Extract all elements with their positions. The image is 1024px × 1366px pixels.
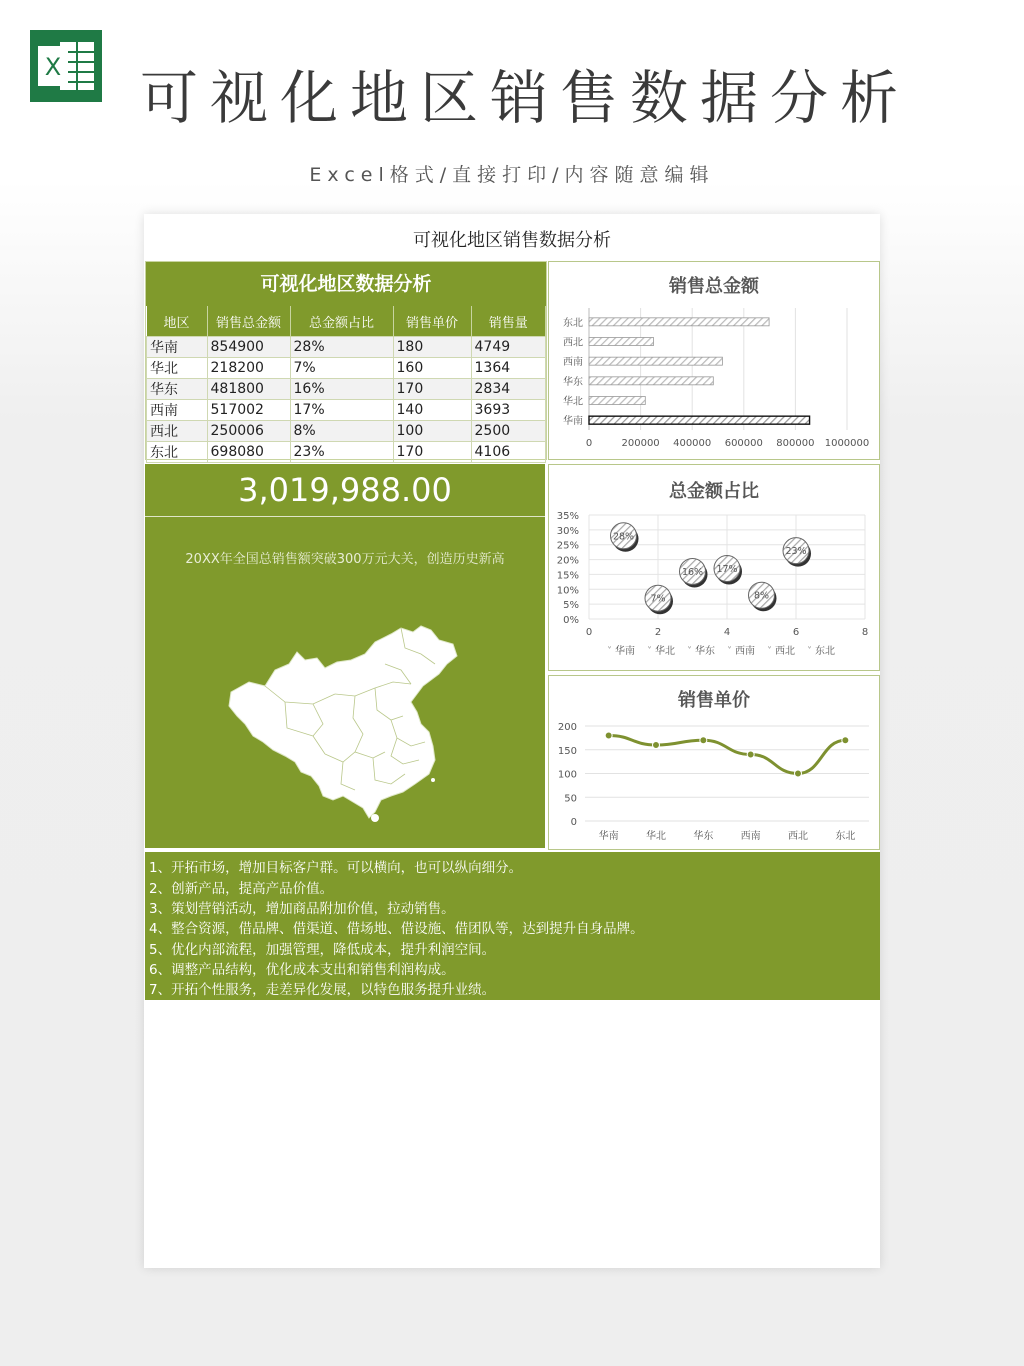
table-cell[interactable]: 东北: [147, 442, 208, 463]
table-cell[interactable]: 3693: [471, 400, 546, 421]
page-subtitle: Excel格式/直接打印/内容随意编辑: [309, 164, 715, 186]
legend-marker: ˅: [607, 646, 612, 657]
column-header: 销售单价: [393, 306, 471, 337]
x-tick-label: 西北: [788, 831, 808, 842]
table-cell[interactable]: 180: [393, 337, 471, 358]
line-point: [795, 770, 802, 777]
table-cell[interactable]: 250006: [207, 421, 290, 442]
series-line: [609, 736, 846, 774]
legend-marker: ˅: [647, 646, 652, 657]
legend-marker: ˅: [687, 646, 692, 657]
total-sales-note: 20XX年全国总销售额突破300万元大关，创造历史新高: [185, 552, 505, 567]
table-row: [147, 337, 546, 358]
chart-title: 销售单价: [678, 690, 750, 711]
sales-amount-chart: [548, 261, 880, 460]
tip-item: 6、调整产品结构，优化成本支出和销售利润构成。: [149, 962, 455, 978]
table-row: [147, 358, 546, 379]
table-row: [147, 442, 546, 463]
x-tick-label: 1000000: [824, 438, 870, 449]
table-cell[interactable]: 8%: [290, 421, 393, 442]
y-tick-label: 200: [557, 722, 577, 733]
y-tick-label: 150: [557, 745, 577, 757]
y-tick-label: 30%: [556, 525, 579, 537]
table-cell[interactable]: 100: [393, 421, 471, 442]
bar: [589, 377, 713, 385]
worksheet: [144, 214, 880, 1268]
line-point: [700, 737, 707, 744]
data-label: 17%: [716, 563, 738, 575]
y-tick-label: 西南: [563, 357, 583, 369]
legend-label: 东北: [815, 646, 835, 657]
sheet-title: 可视化地区销售数据分析: [413, 230, 611, 251]
data-label: 28%: [612, 531, 635, 543]
x-tick-label: 6: [792, 627, 800, 638]
x-tick-label: 400000: [673, 438, 712, 449]
legend-label: 西北: [775, 646, 795, 657]
x-tick-label: 200000: [621, 438, 660, 449]
divider: [145, 516, 545, 517]
line-point: [747, 751, 754, 758]
table-cell[interactable]: 西南: [147, 400, 208, 421]
legend-label: 华东: [695, 646, 715, 657]
tip-item: 5、优化内部流程，加强管理，降低成本，提升利润空间。: [149, 942, 496, 958]
y-tick-label: 25%: [556, 540, 579, 552]
y-tick-label: 东北: [563, 317, 583, 329]
x-tick-label: 华南: [598, 831, 619, 842]
x-tick-label: 8: [861, 627, 869, 638]
y-tick-label: 100: [557, 769, 577, 781]
page-title: 可视化地区销售数据分析: [140, 64, 911, 132]
table-cell[interactable]: 华南: [147, 337, 208, 358]
table-cell[interactable]: 170: [393, 379, 471, 400]
table-cell[interactable]: 17%: [290, 400, 393, 421]
table-cell[interactable]: 28%: [290, 337, 393, 358]
bar: [589, 416, 810, 424]
x-tick-label: 华北: [646, 831, 666, 842]
table-cell[interactable]: 517002: [207, 400, 290, 421]
y-tick-label: 西北: [563, 337, 583, 349]
data-label: 16%: [681, 566, 704, 578]
line-point: [842, 737, 849, 744]
tip-item: 2、创新产品，提高产品价值。: [149, 881, 334, 897]
legend-label: 西南: [735, 646, 755, 657]
bar: [589, 338, 654, 346]
tip-item: 4、整合资源，借品牌、借渠道、借场地、借设施、借团队等，达到提升自身品牌。: [149, 921, 644, 937]
bar: [589, 357, 722, 365]
line-point: [605, 732, 612, 739]
tip-item: 3、策划营销活动，增加商品附加价值，拉动销售。: [149, 901, 455, 917]
total-sales-value: 3,019,988.00: [238, 471, 452, 509]
x-tick-label: 西南: [740, 831, 761, 842]
table-cell[interactable]: 华东: [147, 379, 208, 400]
data-table: [146, 306, 546, 463]
y-tick-label: 5%: [563, 600, 579, 612]
table-cell[interactable]: 2500: [471, 421, 546, 442]
legend-marker: ˅: [727, 646, 732, 657]
excel-logo-letter: X: [44, 53, 62, 81]
table-title: 可视化地区数据分析: [146, 262, 546, 306]
y-tick-label: 0: [570, 817, 577, 828]
y-tick-label: 10%: [556, 585, 579, 597]
y-tick-label: 50: [564, 793, 577, 805]
table-header-row: [147, 306, 546, 337]
table-cell[interactable]: 西北: [147, 421, 208, 442]
table-cell[interactable]: 140: [393, 400, 471, 421]
tip-item: 7、开拓个性服务，走差异化发展，以特色服务提升业绩。: [149, 982, 496, 998]
table-cell[interactable]: 218200: [207, 358, 290, 379]
x-tick-label: 600000: [724, 438, 763, 449]
table-cell[interactable]: 698080: [207, 442, 290, 463]
y-tick-label: 0%: [563, 615, 579, 626]
line-point: [653, 742, 660, 749]
table-cell[interactable]: 170: [393, 442, 471, 463]
column-header: 销售量: [471, 306, 546, 337]
chart-title: 销售总金额: [669, 276, 759, 297]
data-label: 8%: [753, 590, 770, 602]
bar-chart-svg: [549, 262, 879, 459]
table-row: [147, 379, 546, 400]
bar: [589, 318, 769, 326]
data-table-panel: [145, 261, 547, 460]
y-tick-label: 15%: [556, 570, 579, 582]
china-map-image: [225, 624, 465, 824]
total-sales-panel: [145, 464, 545, 848]
legend-marker: ˅: [807, 646, 812, 657]
legend-label: 华南: [615, 646, 635, 657]
x-tick-label: 4: [723, 627, 731, 638]
table-row: [147, 421, 546, 442]
column-header: 总金额占比: [290, 306, 393, 337]
excel-icon: [30, 30, 102, 102]
table-cell[interactable]: 1364: [471, 358, 546, 379]
table-cell[interactable]: 华北: [147, 358, 208, 379]
table-cell[interactable]: 16%: [290, 379, 393, 400]
bar: [589, 397, 645, 405]
table-cell[interactable]: 160: [393, 358, 471, 379]
tips-panel: [145, 852, 880, 1000]
x-tick-label: 东北: [835, 831, 856, 842]
table-cell[interactable]: 854900: [207, 337, 290, 358]
legend-label: 华北: [655, 646, 675, 657]
legend-marker: ˅: [767, 646, 772, 657]
data-label: 23%: [785, 546, 807, 558]
data-label: 7%: [650, 593, 666, 605]
tip-item: 1、开拓市场，增加目标客户群。可以横向，也可以纵向细分。: [149, 860, 523, 876]
column-header: 销售总金额: [207, 306, 290, 337]
x-tick-label: 2: [654, 627, 662, 638]
unit-price-chart: [548, 675, 880, 850]
chart-title: 总金额占比: [669, 481, 759, 502]
y-tick-label: 华南: [563, 416, 583, 428]
y-tick-label: 35%: [556, 511, 579, 522]
y-tick-label: 华北: [563, 396, 583, 408]
scatter-chart-svg: [549, 465, 879, 670]
y-tick-label: 20%: [556, 555, 579, 567]
x-tick-label: 800000: [776, 438, 815, 449]
x-tick-label: 0: [585, 627, 593, 638]
table-cell[interactable]: 2834: [471, 379, 546, 400]
table-cell[interactable]: 4106: [471, 442, 546, 463]
x-tick-label: 华东: [693, 831, 714, 842]
line-chart-svg: [549, 676, 879, 849]
amount-share-chart: [548, 464, 880, 671]
table-cell[interactable]: 4749: [471, 337, 546, 358]
table-cell[interactable]: 481800: [207, 379, 290, 400]
table-cell[interactable]: 7%: [290, 358, 393, 379]
table-cell[interactable]: 23%: [290, 442, 393, 463]
y-tick-label: 华东: [563, 376, 583, 388]
x-tick-label: 0: [585, 438, 593, 449]
column-header: 地区: [147, 306, 208, 337]
table-row: [147, 400, 546, 421]
